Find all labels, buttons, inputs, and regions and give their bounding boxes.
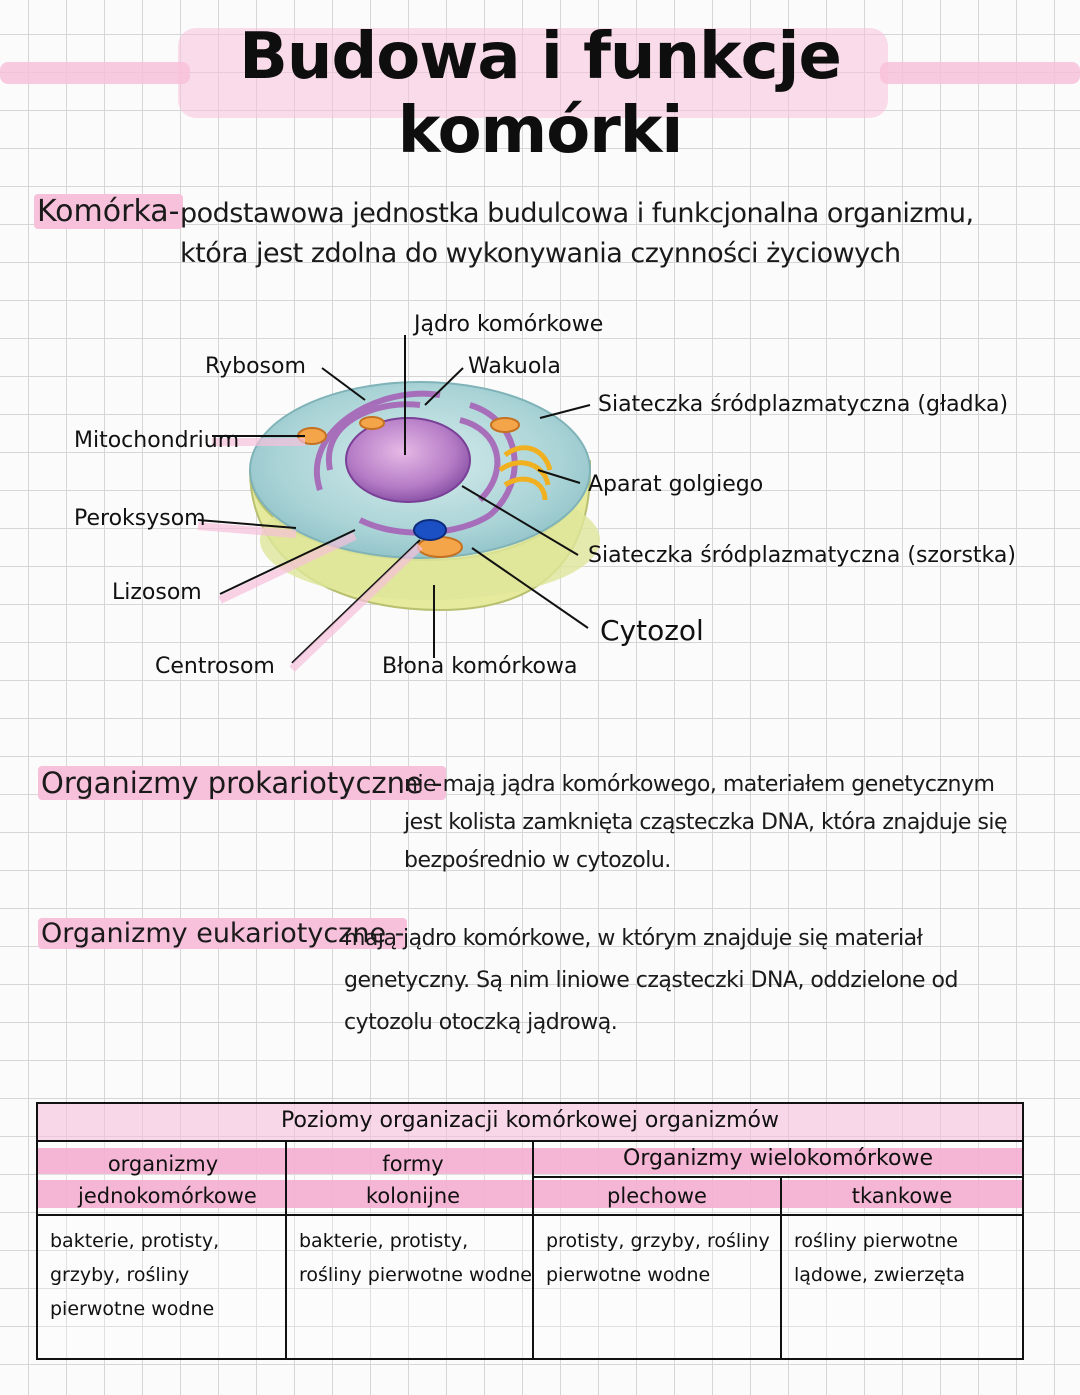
table-header-multi: Organizmy wielokomórkowe — [623, 1146, 933, 1171]
page-title: Budowa i funkcje komórki — [239, 20, 841, 168]
label-wakuola: Wakuola — [468, 354, 561, 379]
table-header-col4: tkankowe — [851, 1184, 953, 1208]
title-highlight-left — [0, 62, 190, 84]
prokaryotes-term — [38, 766, 446, 800]
label-lizosom: Lizosom — [112, 580, 202, 605]
title-highlight-right — [880, 62, 1080, 84]
table-header-col1: organizmy jednokomórkowe — [78, 1152, 257, 1208]
organization-table — [36, 1102, 1024, 1360]
prokaryotes-term-text: Organizmy prokariotyczne - — [38, 766, 446, 800]
prokaryotes-text: nie mają jądra komórkowego, materiałem genetycznym jest kolista zamknięta cząsteczka DNA, która znajduje się bezpośrednio w cytozolu. — [404, 772, 1008, 873]
nucleus — [346, 418, 470, 502]
centrosome — [414, 520, 446, 540]
table-line-title — [38, 1140, 1022, 1142]
definition-term — [34, 194, 183, 229]
table-header-col3: plechowe — [607, 1184, 707, 1208]
label-peroksysom: Peroksysom — [74, 506, 206, 531]
label-aparat: Aparat golgiego — [588, 472, 764, 497]
table-body-col3: protisty, grzyby, rośliny pierwotne wodne — [546, 1230, 770, 1286]
table-header-col2: formy kolonijne — [365, 1152, 461, 1208]
label-centrosom: Centrosom — [155, 654, 275, 679]
label-rybosom: Rybosom — [205, 354, 306, 379]
definition-text: podstawowa jednostka budulcowa i funkcjonalna organizmu, która jest zdolna do wykonywania czynności życiowych — [180, 198, 974, 269]
table-body-col1: bakterie, protisty, grzyby, rośliny pierwotne wodne — [50, 1230, 220, 1320]
label-mitochondrium: Mitochondrium — [74, 428, 240, 453]
label-siateczka-szorstka: Siateczka śródplazmatyczna (szorstka) — [588, 543, 1016, 568]
label-blona: Błona komórkowa — [382, 654, 578, 679]
eukaryotes-text: mają jądro komórkowe, w którym znajduje się materiał genetyczny. Są nim liniowe cząsteczki DNA, oddzielone od cytozolu otoczką jądrową. — [344, 926, 958, 1035]
mitochondrion-4 — [360, 417, 384, 429]
label-jadro: Jądro komórkowe — [414, 312, 604, 337]
mitochondrion-3 — [491, 418, 519, 432]
definition-term-text: Komórka- — [34, 194, 183, 229]
table-body-col2: bakterie, protisty, rośliny pierwotne wodne — [299, 1230, 532, 1286]
table-line-sub — [532, 1176, 1022, 1178]
eukaryotes-term-text: Organizmy eukariotyczne - — [38, 918, 407, 949]
table-line-header — [38, 1214, 1022, 1216]
label-siateczka-gladka: Siateczka śródplazmatyczna (gładka) — [598, 392, 1009, 417]
label-cytozol: Cytozol — [600, 614, 704, 647]
table-body-col4: rośliny pierwotne lądowe, zwierzęta — [794, 1230, 965, 1286]
table-title: Poziomy organizacji komórkowej organizmów — [281, 1108, 779, 1133]
